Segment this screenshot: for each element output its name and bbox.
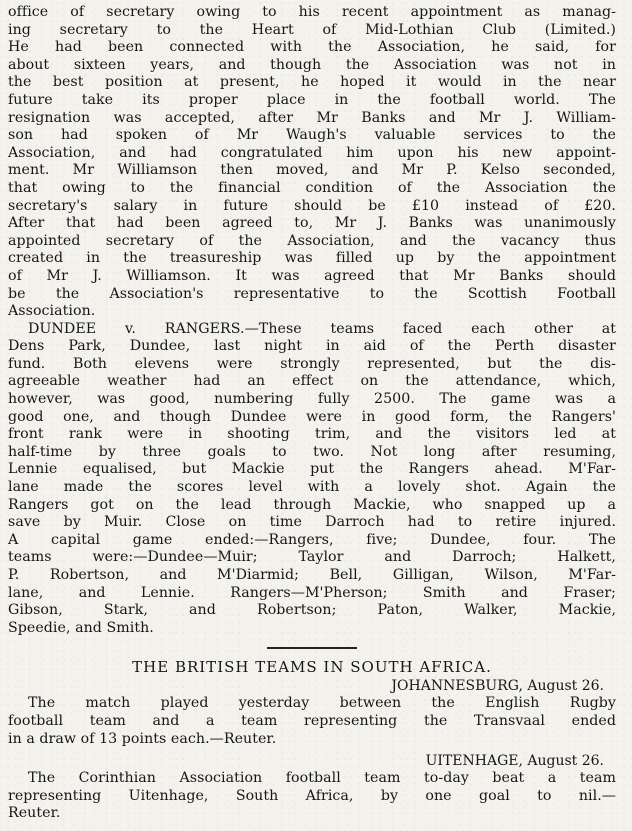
text-line: ment. Mr Williamson then moved, and Mr P. Kelso seconded, xyxy=(8,162,616,179)
text-line: Reuter. xyxy=(8,805,61,822)
text-line: future take its proper place in the football world. The xyxy=(8,91,616,108)
text-line: A capital game ended:—Rangers, five; Dundee, four. The xyxy=(8,531,616,548)
text-line: agreeable weather had an effect on the attendance, which, xyxy=(8,373,616,390)
text-line: P. Robertson, and M'Diarmid; Bell, Gilligan, Wilson, M'Far- xyxy=(8,567,616,583)
text-line: front rank were in shooting trim, and the visitors led at xyxy=(8,426,616,443)
section-heading: THE BRITISH TEAMS IN SOUTH AFRICA. xyxy=(132,658,492,677)
text-line: son had spoken of Mr Waugh's valuable services to the xyxy=(8,127,616,144)
text-line: lane, and Lennie. Rangers—M'Pherson; Smith and Fraser; xyxy=(8,584,616,601)
text-line: save by Muir. Close on time Darroch had to retire injured. xyxy=(8,514,616,531)
text-line: The match played yesterday between the English Rugby xyxy=(28,695,616,712)
text-line: half-time by three goals to two. Not long after resuming, xyxy=(8,443,616,460)
text-line: that owing to the financial condition of the Association the xyxy=(8,179,616,196)
article-dundee-v-rangers xyxy=(8,321,616,638)
text-line: be the Association's representative to the Scottish Football xyxy=(8,285,616,302)
text-line: the best position at present, he hoped it would in the near xyxy=(8,74,616,91)
text-line: in a draw of 13 points each.—Reuter. xyxy=(8,730,277,747)
text-line: office of secretary owing to his recent appointment as manag- xyxy=(8,4,616,20)
text-line: fund. Both elevens were strongly represented, but the dis- xyxy=(8,355,616,372)
text-line: After that had been agreed to, Mr J. Banks was unanimously xyxy=(8,215,616,232)
text-line: representing Uitenhage, South Africa, by one goal to nil.— xyxy=(8,787,616,804)
text-line: Lennie equalised, but Mackie put the Rangers ahead. M'Far- xyxy=(8,461,616,478)
article-association-meeting xyxy=(8,4,616,321)
section-divider xyxy=(267,647,357,649)
text-line: appointed secretary of the Association, and the vacancy thus xyxy=(8,232,616,249)
dateline: UITENHAGE, August 26. xyxy=(425,753,604,770)
text-line: football team and a team representing the Transvaal ended xyxy=(8,712,616,729)
text-line: Rangers got on the lead through Mackie, who snapped up a xyxy=(8,496,616,513)
text-line: about sixteen years, and though the Association was not in xyxy=(8,56,616,73)
text-line: Association. xyxy=(8,303,96,320)
text-line: Speedie, and Smith. xyxy=(8,619,154,636)
text-line: lane made the scores level with a lovely shot. Again the xyxy=(8,479,616,496)
text-line: however, was good, numbering fully 2500. The game was a xyxy=(8,391,616,408)
article-british-teams-south-africa xyxy=(8,657,616,823)
text-line: Dens Park, Dundee, last night in aid of the Perth disaster xyxy=(8,338,616,355)
text-line: of Mr J. Williamson. It was agreed that Mr Banks should xyxy=(8,267,616,284)
text-line: He had been connected with the Association, he said, for xyxy=(8,39,616,56)
text-line: created in the treasureship was filled up by the appointment xyxy=(8,250,616,267)
text-line: teams were:—Dundee—Muir; Taylor and Darroch; Halkett, xyxy=(8,549,616,566)
dateline: JOHANNESBURG, August 26. xyxy=(391,678,604,695)
text-line: ing secretary to the Heart of Mid-Lothian Club (Limited.) xyxy=(8,21,616,38)
text-line: good one, and though Dundee were in good form, the Rangers' xyxy=(8,408,616,425)
text-line: resignation was accepted, after Mr Banks and Mr J. William- xyxy=(8,109,616,126)
text-line: Association, and had congratulated him upon his new appoint- xyxy=(8,144,616,161)
text-line: The Corinthian Association football team to-day beat a team xyxy=(28,770,616,787)
text-line: DUNDEE v. RANGERS.—These teams faced each other at xyxy=(28,320,616,337)
text-line: secretary's salary in future should be £10 instead of £20. xyxy=(8,197,616,214)
text-line: Gibson, Stark, and Robertson; Paton, Walker, Mackie, xyxy=(8,602,616,619)
